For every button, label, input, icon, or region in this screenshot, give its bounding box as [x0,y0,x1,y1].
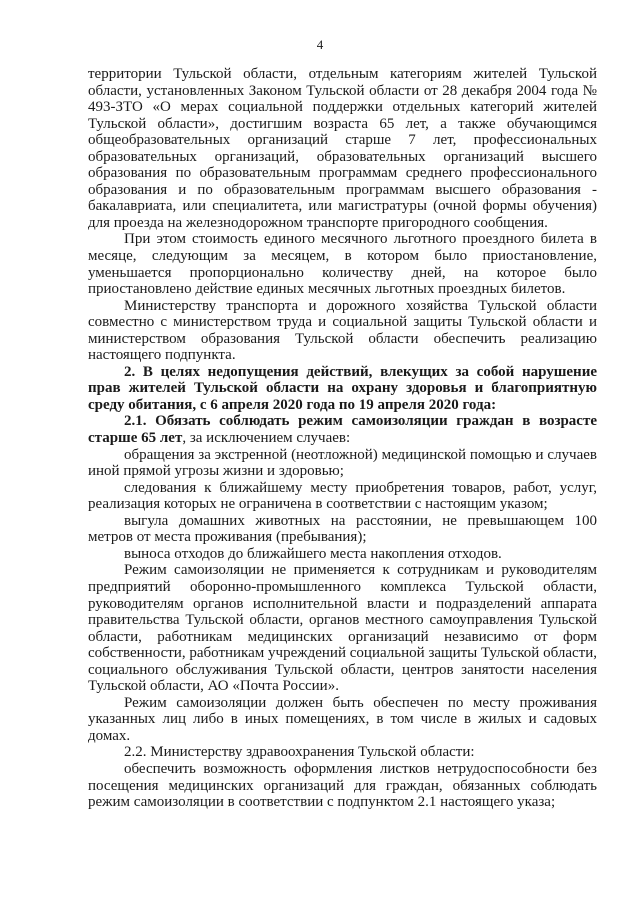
section-2-1-rest-text: , за исключением случаев: [182,430,351,447]
paragraph-sick-leave: обеспечить возможность оформления листков нетрудоспособности без посещения медицинских организаций для граждан, обязанных соблюдать режим самоизоляции в соответствии с подпунктом 2.1 настоящего указа; [88,760,597,811]
paragraph-exception-medical: обращения за экстренной (неотложной) медицинской помощью и случаев иной прямой угрозы жизни и здоровью; [88,446,597,480]
paragraph-ministry-transport: Министерству транспорта и дорожного хозяйства Тульской области совместно с министерством труда и социальной защиты Тульской области и министерством образования Тульской области обеспечить реализацию настоящего подпункта. [88,297,597,364]
page-number: 4 [316,37,324,52]
paragraph-self-isolation-place: Режим самоизоляции должен быть обеспечен по месту проживания указанных лиц либо в иных помещениях, в том числе в жилых и садовых домах. [88,694,597,744]
paragraph-exception-waste: выноса отходов до ближайшего места накопления отходов. [124,545,502,562]
paragraph-section-2-1 [88,413,597,446]
section-2-1-bold-text: 2.1. Обязать соблюдать режим самоизоляции граждан в возрасте старше 65 лет [88,413,597,447]
paragraph-section-2-heading: 2. В целях недопущения действий, влекущих за собой нарушение прав жителей Тульской области на охрану здоровья и благоприятную среду обитания, с 6 апреля 2020 года по 19 апреля 2020 года: [88,363,597,413]
paragraph-exception-pets: выгула домашних животных на расстоянии, не превышающем 100 метров от места проживания (пребывания); [88,512,597,546]
paragraph-transport-benefits: территории Тульской области, отдельным категориям жителей Тульской области, установленных Законом Тульской области от 28 декабря 2004 года № 493-ЗТО «О мерах социальной поддержки отдельных категорий жителей Тульской области», достигшим возраста 65 лет, а также обучающимся общеобразовательных организаций старше 7 лет, профессиональных образовательных организаций, образовательных организаций высшего образования по образовательным программам среднего профессионального образования и по образовательным программам высшего образования - бакалавриата, или специалитета, или магистратуры (очной формы обучения) для проезда на железнодорожном транспорте пригородного сообщения. [88,66,597,231]
paragraph-ticket-cost: При этом стоимость единого месячного льготного проездного билета в месяце, следующим за месяцем, в котором было приостановление, уменьшается пропорционально количеству дней, на которое было приостановлено действие единых месячных льготных проездных билетов. [88,231,597,298]
paragraph-self-isolation-exemptions: Режим самоизоляции не применяется к сотрудникам и руководителям предприятий оборонно-промышленного комплекса Тульской области, руководителям органов исполнительной власти и подразделений аппарата правительства Тульской области, органов местного самоуправления Тульской области, работникам медицинских организаций независимо от форм собственности, работникам учреждений социальной защиты Тульской области, социального обслуживания Тульской области, центров занятости населения Тульской области, АО «Почта России». [88,562,597,695]
paragraph-section-2-2: 2.2. Министерству здравоохранения Тульской области: [124,744,475,761]
document-body [88,66,597,811]
paragraph-exception-shopping: следования к ближайшему месту приобретения товаров, работ, услуг, реализация которых не ограничена в соответствии с настоящим указом; [88,479,597,513]
